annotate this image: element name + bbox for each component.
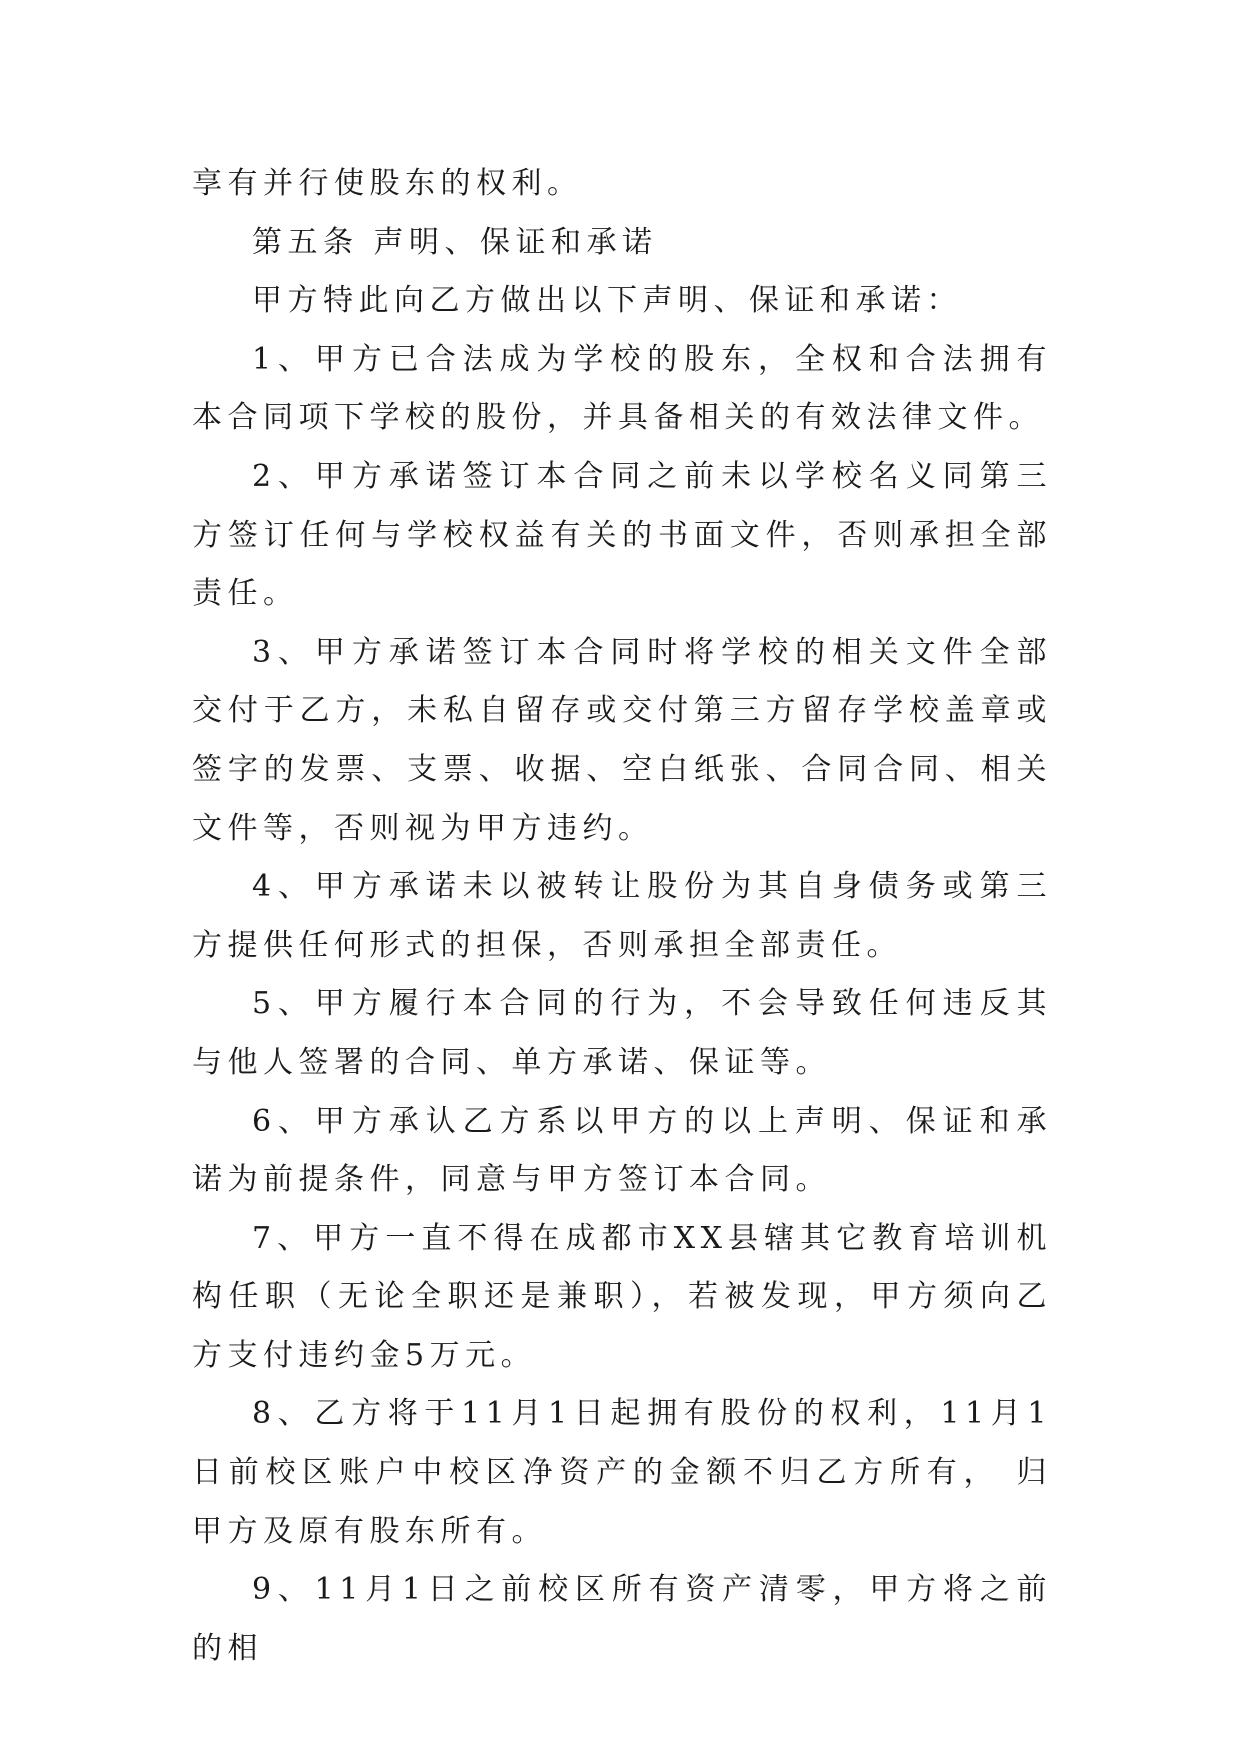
- clause-3: 3、甲方承诺签订本合同时将学校的相关文件全部交付于乙方，未私自留存或交付第三方留存学校盖章或签字的发票、支票、收据、空白纸张、合同合同、相关文件等，否则视为甲方违约。: [192, 634, 1052, 846]
- clause-6: 6、甲方承认乙方系以甲方的以上声明、保证和承诺为前提条件，同意与甲方签订本合同。: [192, 1103, 1052, 1198]
- clause-7: 7、甲方一直不得在成都市XX县辖其它教育培训机构任职（无论全职还是兼职），若被发现，甲方须向乙方支付违约金5万元。: [192, 1220, 1052, 1373]
- paragraph: 甲方特此向乙方做出以下声明、保证和承诺：: [252, 283, 962, 319]
- paragraph: 享有并行使股东的权利。: [192, 166, 583, 201]
- article-heading: 第五条 声明、保证和承诺: [252, 224, 658, 260]
- clause-8: 8、乙方将于11月1日起拥有股份的权利，11月1日前校区账户中校区净资产的金额不归乙方所有， 归甲方及原有股东所有。: [192, 1396, 1052, 1549]
- clause-9: 9、11月1日之前校区所有资产清零，甲方将之前的相: [192, 1572, 1052, 1666]
- clause-1: 1、甲方已合法成为学校的股东，全权和合法拥有本合同项下学校的股份，并具备相关的有效法律文件。: [192, 341, 1052, 436]
- clause-2: 2、甲方承诺签订本合同之前未以学校名义同第三方签订任何与学校权益有关的书面文件，否则承担全部责任。: [192, 458, 1052, 612]
- clause-5: 5、甲方履行本合同的行为，不会导致任何违反其与他人签署的合同、单方承诺、保证等。: [192, 986, 1052, 1080]
- clause-4: 4、甲方承诺未以被转让股份为其自身债务或第三方提供任何形式的担保，否则承担全部责任。: [192, 869, 1052, 963]
- document-body: [192, 155, 1052, 1678]
